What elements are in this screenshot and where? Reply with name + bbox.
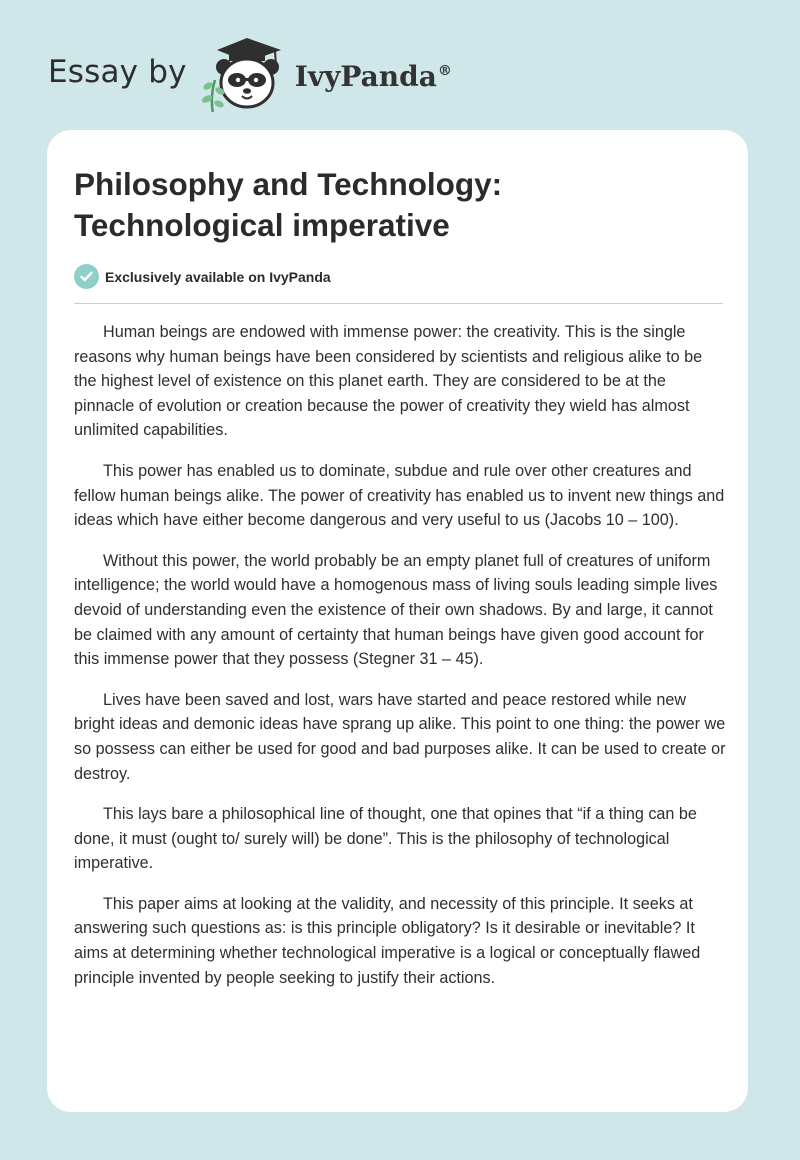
exclusive-badge — [74, 264, 331, 289]
paragraph-3: Without this power, the world probably be an empty planet full of creatures of uniform intelligence; the world would have a homogenous mass of living souls leading simple lives devoid of understanding even the existence of their own shadows. By and large, it cannot be claimed with any amount of certainty that human beings have given good account for this immense power that they possess (Stegner 31 – 45). — [74, 551, 718, 669]
brand-prefix: Essay by — [48, 54, 187, 90]
paragraph-1: Human beings are endowed with immense power: the creativity. This is the single reasons why human beings have been considered by scientists and religious alike to be the highest level of existence on this planet earth. They are considered to be at the pinnacle of evolution or creation because the power of creativity they wield has almost unlimited capabilities. — [74, 323, 703, 440]
title-line-2: Technological imperative — [74, 207, 450, 243]
panda-graduate-logo-icon — [201, 36, 293, 112]
title-line-1: Philosophy and Technology: — [74, 166, 503, 202]
brand-name-text: IvyPanda — [294, 59, 437, 93]
divider — [74, 303, 723, 304]
essay-body — [74, 320, 726, 1006]
brand-header[interactable] — [48, 36, 452, 112]
paragraph-4: Lives have been saved and lost, wars have started and peace restored while new bright ideas and demonic ideas have sprang up alike. This point to one thing: the power we so possess can either be used for good and bad purposes alike. It can be used to create or destroy. — [74, 690, 726, 783]
registered-mark: ® — [437, 63, 452, 80]
paragraph-2: This power has enabled us to dominate, subdue and rule over other creatures and fellow human beings alike. The power of creativity has enabled us to invent new things and ideas which have either become dangerous and very useful to us (Jacobs 10 – 100). — [74, 461, 725, 530]
brand-name — [295, 60, 452, 93]
paragraph-5: This lays bare a philosophical line of thought, one that opines that “if a thing can be done, it must (ought to/ surely will) be done”. This is the philosophy of technological imperative. — [74, 805, 697, 873]
essay-card — [47, 130, 748, 1112]
exclusive-label: Exclusively available on IvyPanda — [105, 268, 331, 285]
paragraph-6: This paper aims at looking at the validity, and necessity of this principle. It seeks at answering such questions as: is this principle obligatory? Is it desirable or inevitable? It aims at determining whether technological imperative is a logical or conceptually flawed principle invented by people seeking to justify their actions. — [74, 894, 701, 987]
check-circle-icon — [74, 264, 99, 289]
page-title — [74, 164, 714, 246]
